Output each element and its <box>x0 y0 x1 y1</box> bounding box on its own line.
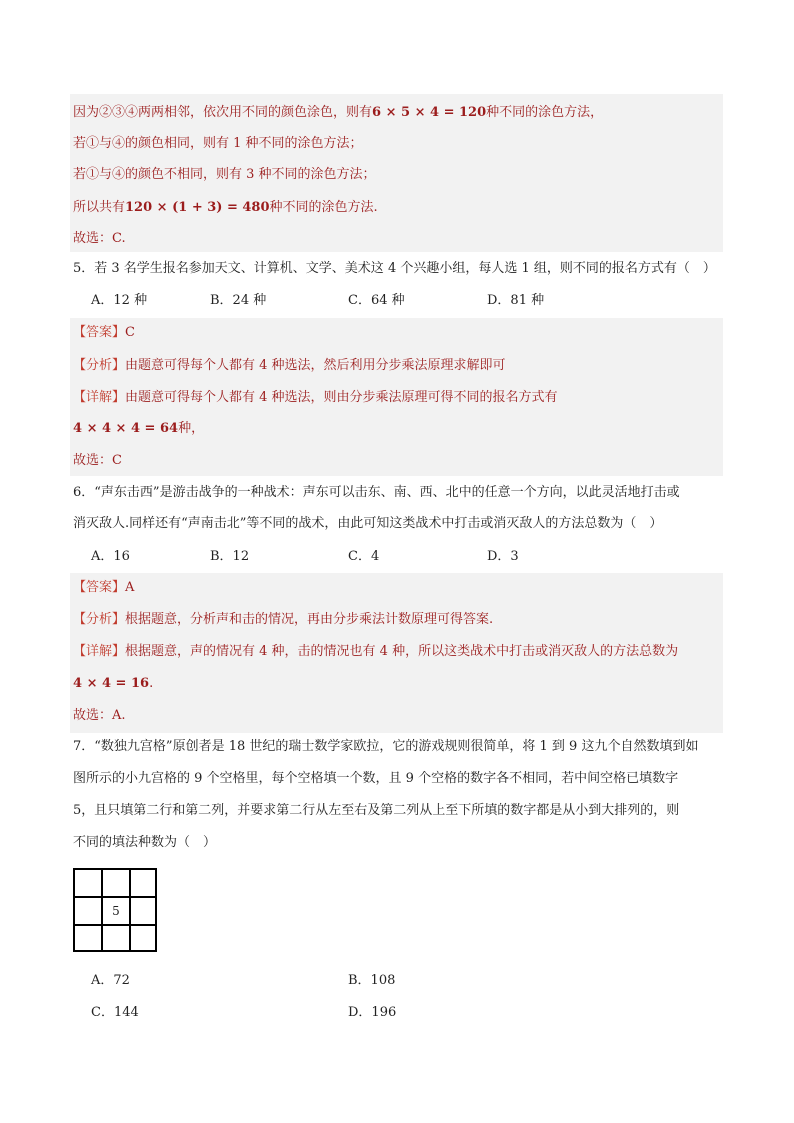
prev-line-4-math: 120 × (1 + 3) = 480 <box>125 200 270 215</box>
q6-option-d: D．3 <box>487 549 519 564</box>
q6-detail-text: 根据题意，声的情况有 4 种，击的情况也有 4 种，所以这类战术中打击或消灭敌人的方法总数为 <box>125 644 679 659</box>
q6-answer <box>73 578 134 598</box>
sudoku-grid <box>73 868 157 952</box>
q6-detail-tail: . <box>149 676 154 691</box>
q5-option-a: A．12 种 <box>91 293 148 308</box>
q6-detail <box>73 642 678 662</box>
q5-answer <box>73 323 135 343</box>
q5-analysis-text: 由题意可得每个人都有 4 种选法，然后利用分步乘法原理求解即可 <box>125 358 506 373</box>
prev-line-3: 若①与④的颜色不相同，则有 3 种不同的涂色方法； <box>73 167 376 182</box>
q5-option-d: D．81 种 <box>487 293 545 308</box>
q6-option-a: A．16 <box>91 549 130 564</box>
prev-line-2: 若①与④的颜色相同，则有 1 种不同的涂色方法； <box>73 136 363 151</box>
q6-analysis-text: 根据题意，分析声和击的情况，再由分步乘法计数原理可得答案. <box>125 612 494 627</box>
q5-choice: 故选：C <box>73 453 122 468</box>
q7-stem-line-4: 不同的填法种数为（ ） <box>73 835 217 850</box>
q5-detail-math: 4 × 4 × 4 = 64 <box>73 421 179 436</box>
q5-detail-text: 由题意可得每个人都有 4 种选法，则由分步乘法原理可得不同的报名方式有 <box>125 390 558 405</box>
q7-stem-line-3: 5，且只填第二行和第二列，并要求第二行从左至右及第二列从上至下所填的数字都是从小到大排列的，则 <box>73 803 680 818</box>
q6-detail-tag: 【详解】 <box>73 644 126 659</box>
q5-answer-tag: 【答案】 <box>73 325 126 340</box>
prev-line-1-tail: 种不同的涂色方法， <box>486 105 604 120</box>
q6-option-c: C．4 <box>348 549 380 564</box>
q5-option-b: B．24 种 <box>210 293 267 308</box>
q6-analysis-tag: 【分析】 <box>73 612 126 627</box>
q6-answer-tag: 【答案】 <box>73 580 126 595</box>
prev-line-1 <box>73 103 603 123</box>
grid-hline-2 <box>75 924 155 926</box>
q6-analysis <box>73 610 493 630</box>
q6-answer-value: A <box>125 580 135 595</box>
q5-detail <box>73 388 558 408</box>
prev-line-1-math: 6 × 5 × 4 = 120 <box>372 105 487 120</box>
q7-option-d: D．196 <box>348 1005 397 1020</box>
q7-stem-line-2: 图所示的小九宫格的 9 个空格里，每个空格填一个数，且 9 个空格的数字各不相同，若中间空格已填数字 <box>73 771 679 786</box>
q7-option-b: B．108 <box>348 973 396 988</box>
q5-analysis-tag: 【分析】 <box>73 358 126 373</box>
prev-line-4 <box>73 198 378 218</box>
q6-stem-line-1: 6．“声东击西”是游击战争的一种战术：声东可以击东、南、西、北中的任意一个方向，以此灵活地打击或 <box>73 485 680 500</box>
q5-detail-math-line <box>73 419 204 439</box>
grid-vline-2 <box>129 870 131 950</box>
prev-line-4-text: 所以共有 <box>73 200 126 215</box>
q6-option-b: B．12 <box>210 549 250 564</box>
q7-option-c: C．144 <box>91 1005 139 1020</box>
prev-line-1-text: 因为②③④两两相邻，依次用不同的颜色涂色，则有 <box>73 105 373 120</box>
q6-choice: 故选：A. <box>73 708 126 723</box>
q7-option-a: A．72 <box>91 973 130 988</box>
q5-detail-tail: 种， <box>178 421 205 436</box>
q6-stem-line-2: 消灭敌人.同样还有“声南击北”等不同的战术，由此可知这类战术中打击或消灭敌人的方法总数为（ ） <box>73 516 663 531</box>
q5-detail-tag: 【详解】 <box>73 390 126 405</box>
q6-detail-math: 4 × 4 = 16 <box>73 676 150 691</box>
q5-option-c: C．64 种 <box>348 293 405 308</box>
prev-line-4-tail: 种不同的涂色方法. <box>269 200 378 215</box>
q5-stem: 5．若 3 名学生报名参加天文、计算机、文学、美术这 4 个兴趣小组，每人选 1 组，则不同的报名方式有（ ） <box>73 261 716 276</box>
q7-stem-line-1: 7．“数独九宫格”原创者是 18 世纪的瑞士数学家欧拉，它的游戏规则很简单，将 1 到 9 这九个自然数填到如 <box>73 739 699 754</box>
grid-center-cell: 5 <box>112 904 120 918</box>
prev-choice: 故选：C. <box>73 231 126 246</box>
q5-answer-value: C <box>125 325 135 340</box>
q6-detail-math-line <box>73 674 153 694</box>
q5-analysis <box>73 356 506 376</box>
